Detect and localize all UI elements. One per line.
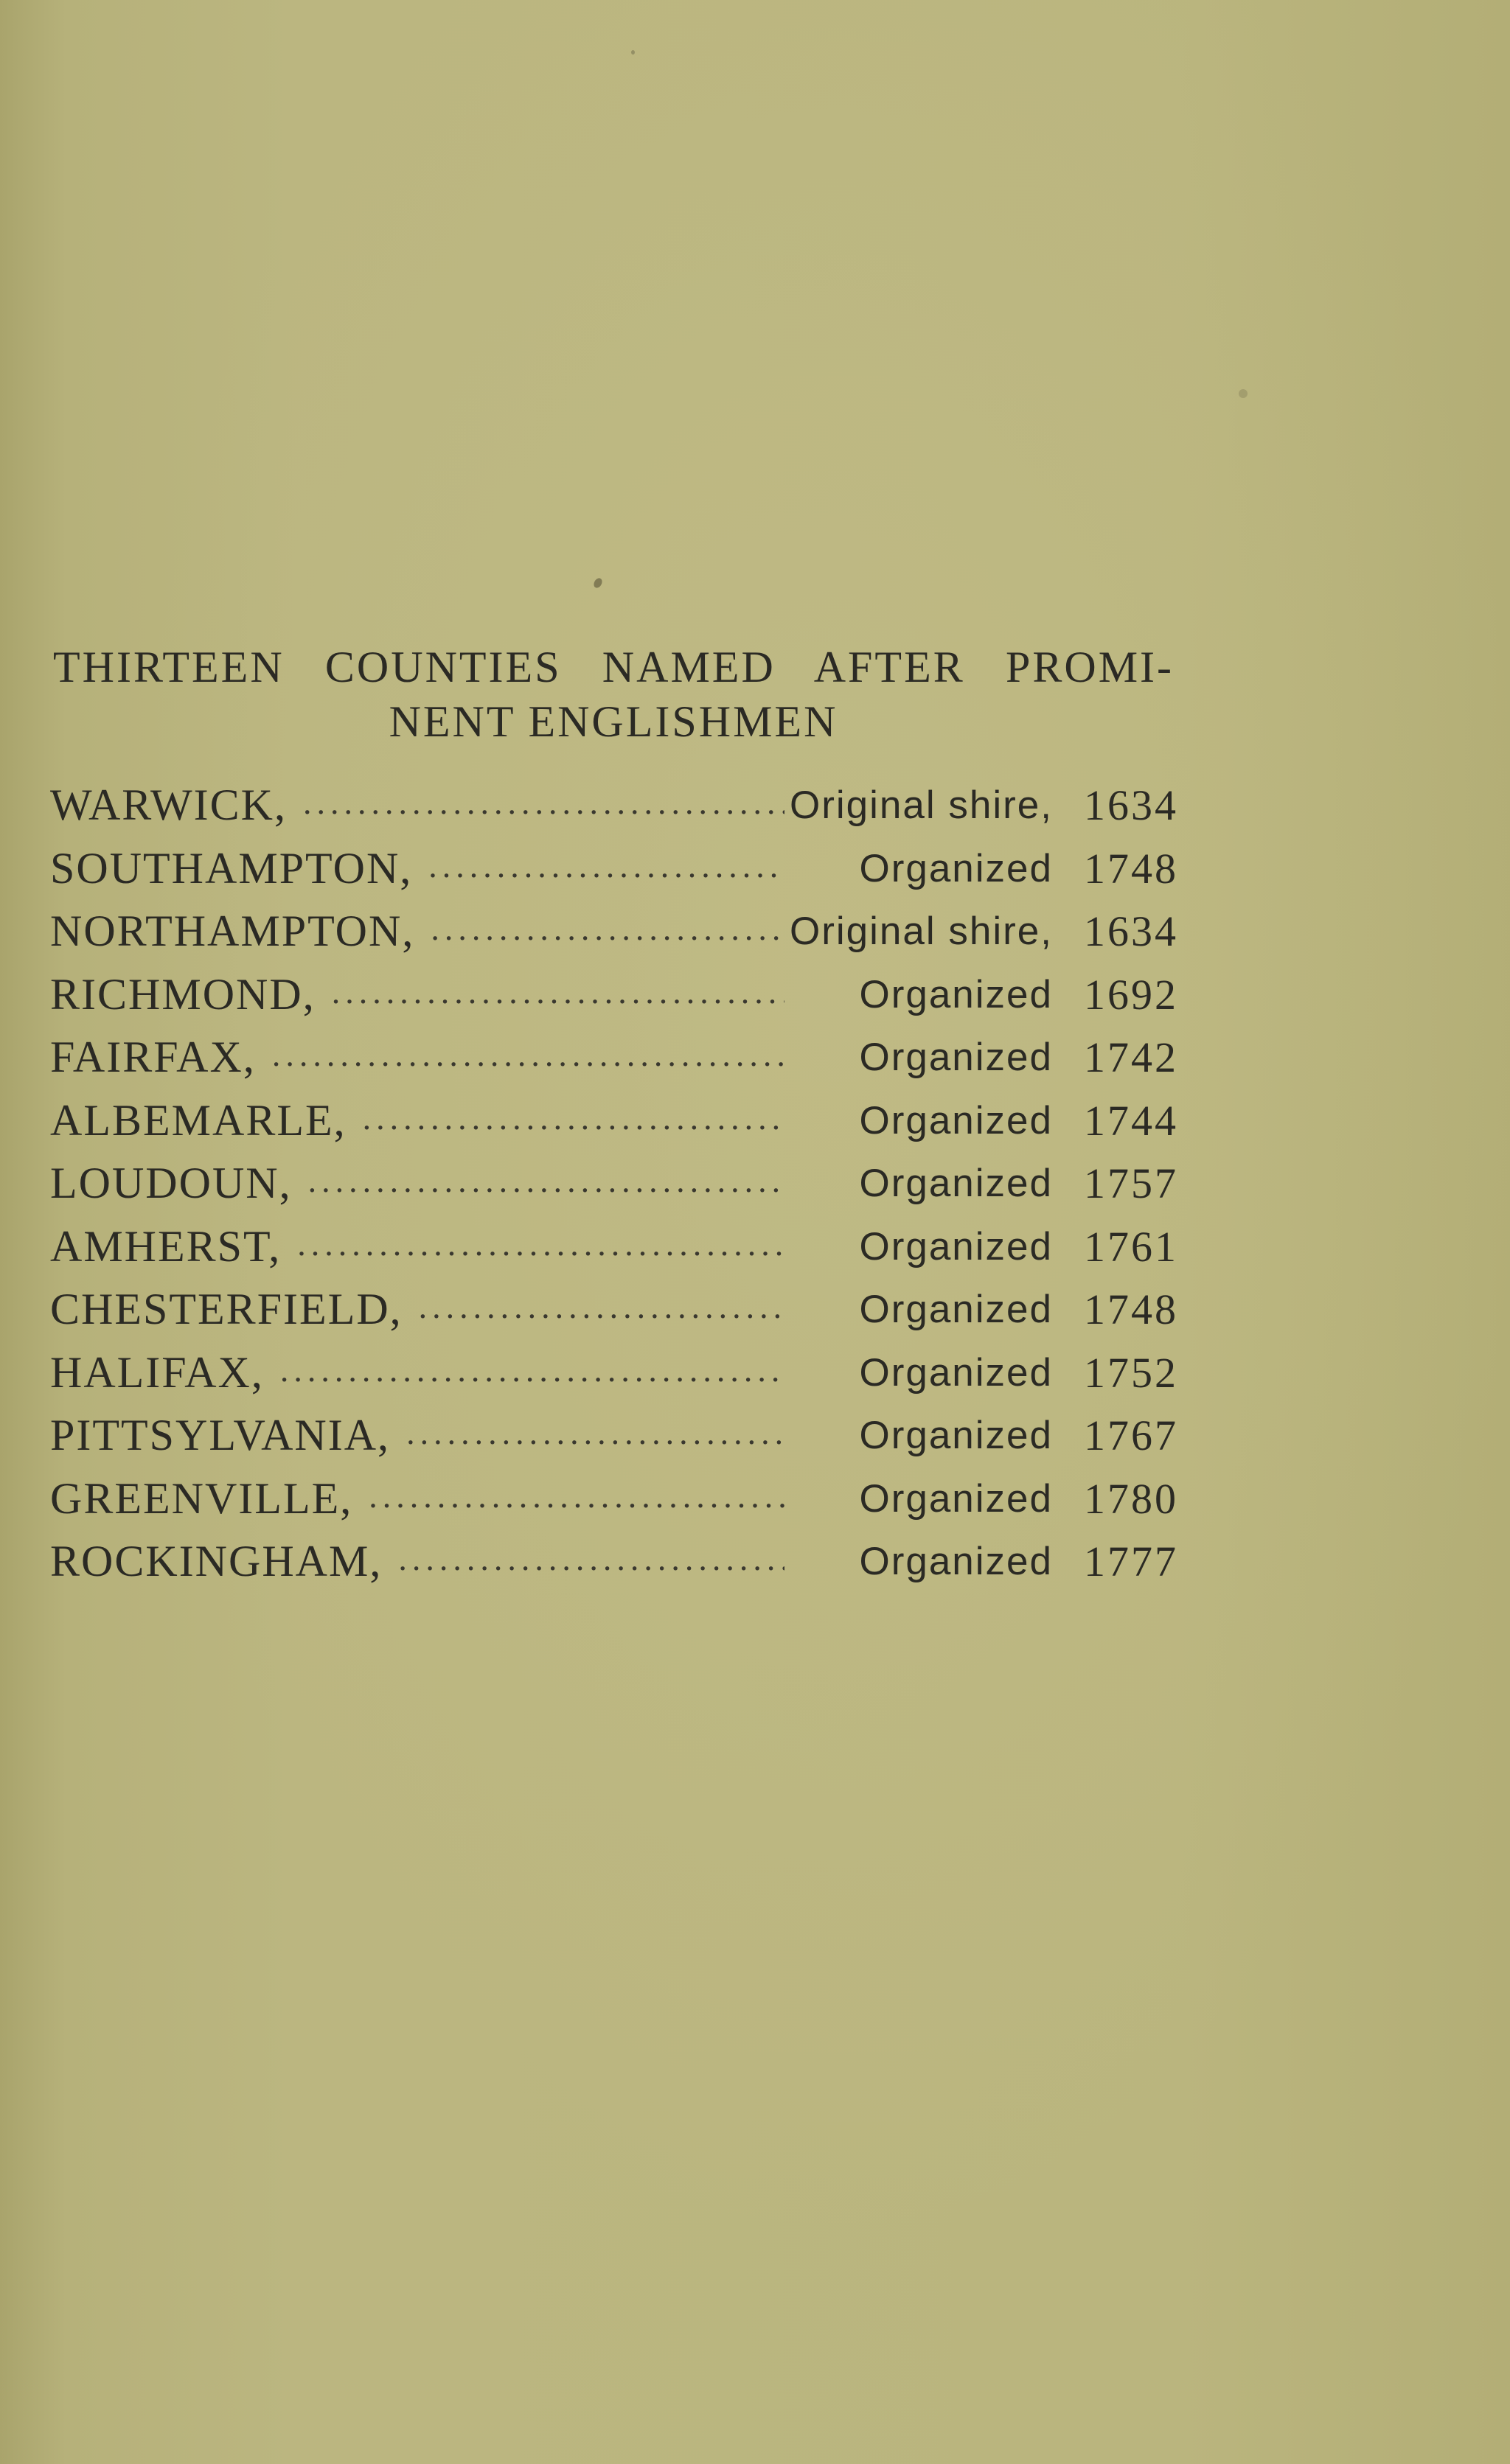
county-year: 1752 [1084, 1348, 1178, 1397]
leader-dots [363, 1098, 784, 1137]
county-status: Organized [859, 1476, 1053, 1521]
leader-dots [272, 1035, 784, 1074]
county-status: Organized [859, 846, 1053, 890]
county-name: ALBEMARLE, [50, 1095, 347, 1145]
county-row [50, 900, 1178, 963]
county-status: Organized [859, 972, 1053, 1016]
county-status: Organized [859, 1098, 1053, 1142]
county-row [50, 1341, 1178, 1405]
county-status: Organized [859, 1162, 1053, 1206]
county-status: Organized [859, 1350, 1053, 1395]
county-row [50, 774, 1178, 837]
county-status: Organized [859, 1288, 1053, 1332]
ink-speck [631, 50, 635, 55]
leader-dots [303, 783, 784, 822]
county-status: Organized [859, 1036, 1053, 1080]
county-status: Original shire, [790, 783, 1053, 828]
county-year: 1634 [1084, 907, 1178, 956]
county-name: RICHMOND, [50, 969, 316, 1019]
leader-dots [332, 972, 784, 1011]
leader-dots [280, 1350, 784, 1389]
county-name: CHESTERFIELD, [50, 1285, 403, 1334]
county-row [50, 1278, 1178, 1341]
ink-speck [1239, 389, 1248, 398]
county-status: Organized [859, 1540, 1053, 1584]
page-title-line-1: THIRTEEN COUNTIES NAMED AFTER PROMI- [53, 643, 1174, 691]
county-row [50, 1404, 1178, 1467]
county-year: 1692 [1084, 970, 1178, 1019]
county-name: PITTSYLVANIA, [50, 1411, 391, 1460]
leader-dots [369, 1476, 784, 1515]
county-year: 1742 [1084, 1033, 1178, 1082]
county-name: SOUTHAMPTON, [50, 843, 413, 893]
page-title-line-2: NENT ENGLISHMEN [389, 697, 838, 746]
ink-speck [592, 576, 604, 589]
county-row [50, 1026, 1178, 1089]
county-year: 1761 [1084, 1222, 1178, 1271]
county-row [50, 1089, 1178, 1153]
county-status: Organized [859, 1224, 1053, 1268]
county-year: 1748 [1084, 1285, 1178, 1334]
county-row [50, 1215, 1178, 1279]
leader-dots [419, 1287, 784, 1326]
county-year: 1757 [1084, 1159, 1178, 1208]
page-title [53, 640, 1174, 749]
county-name: WARWICK, [50, 781, 287, 830]
county-year: 1634 [1084, 781, 1178, 830]
county-name: FAIRFAX, [50, 1033, 256, 1082]
county-name: HALIFAX, [50, 1347, 264, 1397]
leader-dots [308, 1161, 784, 1200]
county-name: ROCKINGHAM, [50, 1537, 383, 1586]
county-year: 1767 [1084, 1411, 1178, 1460]
leader-dots [428, 846, 784, 885]
county-year: 1748 [1084, 844, 1178, 893]
county-row [50, 1152, 1178, 1215]
county-year: 1744 [1084, 1096, 1178, 1145]
county-name: GREENVILLE, [50, 1473, 353, 1523]
county-status: Organized [859, 1414, 1053, 1458]
county-status: Original shire, [790, 910, 1053, 954]
county-row [50, 1467, 1178, 1531]
leader-dots [297, 1224, 784, 1263]
county-year: 1780 [1084, 1474, 1178, 1523]
county-name: NORTHAMPTON, [50, 907, 415, 956]
leader-dots [398, 1539, 784, 1578]
leader-dots [406, 1413, 784, 1452]
county-name: AMHERST, [50, 1221, 282, 1271]
county-row [50, 1530, 1178, 1594]
county-row [50, 963, 1178, 1027]
leader-dots [431, 909, 784, 948]
county-year: 1777 [1084, 1538, 1178, 1586]
county-row [50, 837, 1178, 901]
county-name: LOUDOUN, [50, 1159, 292, 1208]
county-list [50, 774, 1178, 1594]
